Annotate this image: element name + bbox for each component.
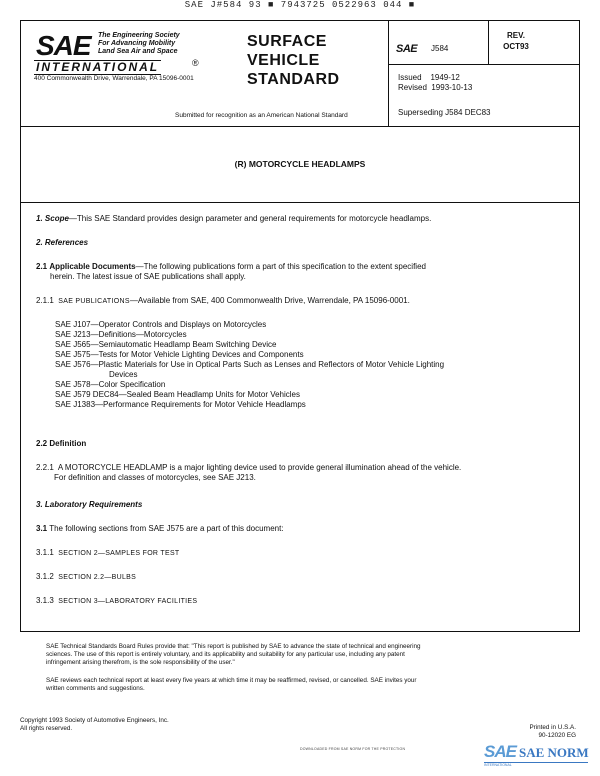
section-title: Laboratory Requirements	[44, 500, 143, 509]
reference-item: SAE J576—Plastic Materials for Use in Optical Parts Such as Lenses and Reflectors of Motor Vehicle Lighting	[55, 360, 445, 369]
reference-item: SAE J107—Operator Controls and Displays on Motorcycles	[55, 320, 267, 329]
revised-date: Revised 1993-10-13	[398, 83, 473, 92]
header-column-divider	[388, 20, 389, 126]
norm-sub: INTERNATIONAL	[484, 762, 588, 767]
reference-item: SAE J578—Color Specification	[55, 380, 166, 389]
section-applicable-documents	[36, 262, 566, 282]
section-references	[36, 238, 88, 248]
reference-item: SAE J565—Semiautomatic Headlamp Beam Switching Device	[55, 340, 277, 349]
section-text: SECTION 2—SAMPLES FOR TEST	[58, 550, 180, 557]
subsection-facilities	[36, 596, 197, 607]
international-label: INTERNATIONAL	[36, 60, 160, 74]
board-rules-note	[46, 643, 421, 667]
printed-line: Printed in U.S.A.	[529, 724, 576, 731]
section-text: A MOTORCYCLE HEADLAMP is a major lighting device used to provide general illumination ahead of the vehicle.	[57, 463, 462, 472]
section-number: 3.1.2	[36, 572, 54, 581]
subsection-samples	[36, 548, 180, 559]
rev-divider	[488, 20, 489, 64]
society-tagline	[98, 32, 180, 56]
doc-number: J584	[431, 44, 449, 53]
section-title: References	[44, 238, 89, 247]
reference-item-continued: Devices	[109, 370, 138, 379]
section-title: Scope	[44, 214, 69, 223]
section-text: SECTION 3—LABORATORY FACILITIES	[58, 598, 198, 605]
superseding: Superseding J584 DEC83	[398, 108, 491, 117]
section-number: 3.1	[36, 524, 48, 533]
header-right-divider	[388, 64, 580, 65]
reference-item: SAE J213—Definitions—Motorcycles	[55, 330, 187, 339]
doc-type	[247, 32, 340, 89]
section-number: 2.	[36, 238, 43, 247]
rev-date: OCT93	[503, 42, 529, 51]
sae-address: 400 Commonwealth Drive, Warrendale, PA 15096-0001	[34, 75, 194, 82]
issue-dates	[398, 73, 472, 93]
section-title: SAE PUBLICATIONS	[58, 298, 130, 305]
footer-line: sciences. The use of this report is entirely voluntary, and its applicability and suitability for any particular use, including any patent	[46, 651, 405, 658]
review-note	[46, 677, 417, 693]
tagline-line: Land Sea Air and Space	[98, 48, 178, 55]
section-following	[36, 524, 284, 534]
footer-line: SAE Technical Standards Board Rules provide that: "This report is published by SAE to advance the state of technical and engineering	[46, 643, 421, 650]
section-scope	[36, 214, 431, 224]
norm-label: SAE NORM	[518, 745, 589, 760]
registered-mark: ®	[192, 58, 199, 68]
footer-line: written comments and suggestions.	[46, 685, 145, 692]
section-text: —The following publications form a part of this specification to the extent specified	[135, 262, 426, 271]
sae-logo: SAE	[36, 30, 91, 61]
doc-type-line: VEHICLE	[247, 52, 320, 69]
footer-line: SAE reviews each technical report at least every five years at which time it may be reaffirmed, revised, or cancelled. SAE invites your	[46, 677, 417, 684]
section-title: Applicable Documents	[49, 262, 136, 271]
section-headlamp-definition	[36, 463, 566, 483]
sae-small-logo: SAE	[396, 43, 418, 55]
sae-norm-watermark	[484, 742, 589, 767]
print-code: 90-12020 EG	[538, 732, 576, 739]
norm-sae-mark: SAE	[484, 742, 516, 761]
copyright-line: All rights reserved.	[20, 725, 73, 732]
section-text: herein. The latest issue of SAE publications shall apply.	[50, 272, 246, 281]
section-text: SECTION 2.2—BULBS	[58, 574, 137, 581]
doc-type-line: SURFACE	[247, 33, 327, 50]
section-number: 1.	[36, 214, 43, 223]
reference-item: SAE J1383—Performance Requirements for Motor Vehicle Headlamps	[55, 400, 306, 409]
printed-info	[510, 724, 576, 740]
section-definition	[36, 439, 86, 449]
reference-list	[55, 320, 444, 410]
subsection-bulbs	[36, 572, 136, 583]
rev-label: REV.	[507, 31, 525, 40]
copyright	[20, 717, 169, 733]
section-number: 2.1	[36, 262, 48, 271]
tagline-line: For Advancing Mobility	[98, 40, 176, 47]
copyright-line: Copyright 1993 Society of Automotive Engineers, Inc.	[20, 717, 169, 724]
section-laboratory	[36, 500, 142, 510]
footer-line: infringement arising therefrom, is the sole responsibility of the user."	[46, 659, 235, 666]
section-text: —This SAE Standard provides design parameter and general requirements for motorcycle headlamps.	[68, 214, 432, 223]
title-divider	[20, 202, 580, 203]
section-sae-publications	[36, 296, 410, 307]
revision-box	[498, 30, 534, 52]
doc-type-line: STANDARD	[247, 71, 340, 88]
issued-date: Issued 1949-12	[398, 73, 460, 82]
document-code: SAE J#584 93 ■ 7943725 0522963 044 ■	[184, 0, 416, 10]
section-number: 3.1.1	[36, 548, 54, 557]
section-text: The following sections from SAE J575 are a part of this document:	[49, 524, 284, 533]
section-text: For definition and classes of motorcycles, see SAE J213.	[54, 473, 256, 482]
download-note: DOWNLOADED FROM SAE NORM FOR THE PROTECTION	[300, 747, 406, 751]
reference-item: SAE J575—Tests for Motor Vehicle Lighting Devices and Components	[55, 350, 304, 359]
tagline-line: The Engineering Society	[98, 32, 180, 39]
section-title: Definition	[49, 439, 87, 448]
section-number: 3.1.3	[36, 596, 54, 605]
section-number: 2.2	[36, 439, 48, 448]
section-number: 2.1.1	[36, 296, 54, 305]
section-number: 3.	[36, 500, 43, 509]
submitted-note: Submitted for recognition as an American National Standard	[175, 112, 348, 119]
reference-item: SAE J579 DEC84—Sealed Beam Headlamp Units for Motor Vehicles	[55, 390, 301, 399]
document-title: (R) MOTORCYCLE HEADLAMPS	[234, 159, 366, 169]
header-divider	[20, 126, 580, 127]
section-text: —Available from SAE, 400 Commonwealth Drive, Warrendale, PA 15096-0001.	[129, 296, 410, 305]
section-number: 2.2.1	[36, 463, 54, 472]
